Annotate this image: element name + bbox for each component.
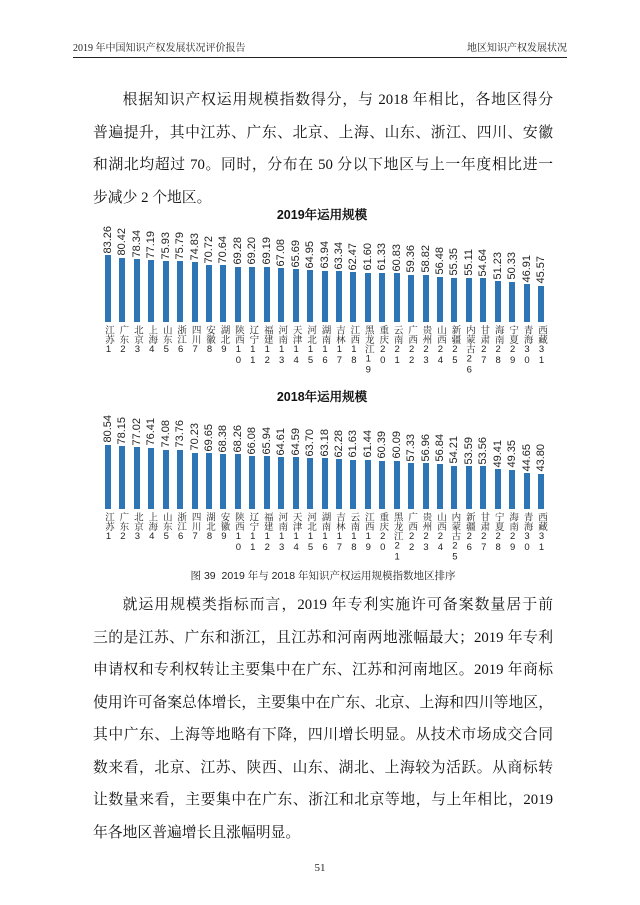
figure-caption: 图 39 2019 年与 2018 年知识产权运用规模指数地区排序 <box>190 570 456 582</box>
category-label: 宁夏28 <box>492 512 504 553</box>
category-label: 天津14 <box>290 512 302 553</box>
bar <box>235 267 241 322</box>
bar <box>163 261 169 322</box>
bar-value-label: 53.56 <box>477 436 490 465</box>
category-label: 福建12 <box>261 325 273 366</box>
category-label: 湖北9 <box>218 325 230 355</box>
bar <box>264 267 270 322</box>
category-label: 河北15 <box>305 325 317 366</box>
bar <box>495 281 501 322</box>
bar <box>365 273 371 322</box>
bar-value-label: 74.08 <box>159 420 172 448</box>
bar <box>278 457 284 509</box>
category-label: 重庆20 <box>377 512 389 553</box>
bar-value-label: 69.20 <box>246 237 259 265</box>
bar-value-label: 64.95 <box>304 240 317 269</box>
category-label: 黑龙江19 <box>362 325 374 376</box>
bar <box>408 463 414 509</box>
bar <box>524 284 530 322</box>
category-label: 内蒙古25 <box>449 512 461 563</box>
bar <box>206 453 212 509</box>
category-label: 黑龙江21 <box>391 512 403 563</box>
category-label: 湖南16 <box>319 325 331 366</box>
category-label: 山西24 <box>434 512 446 553</box>
bar <box>394 273 400 322</box>
category-label: 湖南16 <box>319 512 331 553</box>
category-label: 甘肃27 <box>478 512 490 553</box>
category-label: 安徽8 <box>204 325 216 355</box>
bar <box>423 275 429 322</box>
paragraph-line: 数来看，北京、江苏、陕西、山东、湖北、上海较为活跃。从商标转 <box>93 759 553 776</box>
bar-value-label: 78.15 <box>116 416 129 445</box>
paragraph-line: 使用许可备案总体增长，主要集中在广东、北京、上海和四川等地区， <box>93 694 553 711</box>
bar-value-label: 60.09 <box>390 431 403 459</box>
bar <box>177 450 183 509</box>
bar <box>509 470 515 509</box>
category-label: 陕西10 <box>232 325 244 366</box>
category-label: 河南13 <box>276 512 288 553</box>
bar-value-label: 61.63 <box>347 430 360 458</box>
page-header <box>73 41 567 57</box>
bar <box>307 270 313 322</box>
bar-value-label: 63.94 <box>318 241 331 269</box>
bar <box>192 262 198 322</box>
category-label: 浙江6 <box>175 325 187 355</box>
bar-value-label: 60.39 <box>376 431 389 459</box>
category-label: 山东5 <box>160 512 172 542</box>
category-label: 江西19 <box>362 512 374 553</box>
category-label: 上海4 <box>146 512 158 542</box>
category-label: 安徽9 <box>218 512 230 542</box>
bar-value-label: 50.33 <box>506 252 519 280</box>
bar-value-label: 61.60 <box>361 243 374 271</box>
bar-value-label: 65.94 <box>260 426 273 455</box>
bar <box>466 466 472 509</box>
bar <box>538 474 544 509</box>
bar <box>293 269 299 322</box>
bar <box>423 463 429 509</box>
bar <box>379 273 385 322</box>
category-label: 上海4 <box>146 325 158 355</box>
category-label: 新疆26 <box>463 512 475 553</box>
bar <box>134 259 140 322</box>
paragraph-line: 步减少 2 个地区。 <box>93 189 212 206</box>
page-number: 51 <box>314 862 326 874</box>
bar <box>119 258 125 322</box>
bar <box>119 446 125 509</box>
section-title: 地区知识产权发展状况 <box>467 43 567 54</box>
bar-value-label: 69.65 <box>203 423 216 452</box>
category-label: 江苏1 <box>103 512 114 542</box>
category-label: 山西24 <box>434 325 446 366</box>
bar-value-label: 55.35 <box>448 248 461 276</box>
paragraph-line: 三的是江苏、广东和浙江，且江苏和河南两地涨幅最大；2019 年专利 <box>93 629 553 646</box>
bar <box>480 466 486 509</box>
bar-value-label: 70.64 <box>217 235 230 264</box>
bar-value-label: 69.28 <box>231 237 244 265</box>
bar <box>192 453 198 509</box>
bar-value-label: 67.08 <box>275 238 288 267</box>
chart-title: 2019年运用规模 <box>276 208 368 222</box>
bar <box>322 458 328 509</box>
bar-value-label: 53.59 <box>462 436 475 465</box>
bar-value-label: 66.08 <box>246 426 259 455</box>
category-label: 江苏1 <box>103 325 114 355</box>
bar-value-label: 56.84 <box>433 434 446 462</box>
bar <box>379 461 385 509</box>
bar-value-label: 51.23 <box>491 251 504 280</box>
bar-value-label: 46.91 <box>520 254 533 283</box>
bar-value-label: 54.64 <box>477 248 490 277</box>
bar <box>451 466 457 509</box>
category-label: 云南18 <box>348 512 360 553</box>
bar <box>278 268 284 322</box>
paragraph-line: 申请权和专利权转让主要集中在广东、江苏和河南地区。2019 年商标 <box>93 662 553 678</box>
category-label: 山东5 <box>160 325 172 355</box>
bar-value-label: 68.26 <box>231 424 244 453</box>
bar-value-label: 75.93 <box>159 231 172 260</box>
bar-value-label: 56.96 <box>419 433 432 462</box>
bar <box>322 271 328 322</box>
bar <box>293 457 299 509</box>
bar <box>408 275 414 322</box>
body-paragraph <box>93 589 553 849</box>
bar <box>350 272 356 322</box>
category-label: 广西22 <box>406 512 418 553</box>
category-label: 甘肃27 <box>478 325 490 366</box>
category-label: 吉林17 <box>333 325 345 366</box>
bar-value-label: 57.33 <box>405 433 418 462</box>
bar <box>524 473 530 509</box>
bar-value-label: 80.54 <box>102 415 114 443</box>
bar <box>307 458 313 509</box>
category-label: 青海30 <box>521 325 533 366</box>
bar-value-label: 63.18 <box>318 428 331 457</box>
report-title: 2019 年中国知识产权发展状况评价报告 <box>73 43 246 54</box>
bar <box>148 448 154 509</box>
bar <box>480 278 486 322</box>
category-label: 浙江6 <box>175 512 187 542</box>
bar <box>394 461 400 509</box>
paragraph-line: 就运用规模类指标而言，2019 年专利实施许可备案数量居于前 <box>122 597 553 613</box>
paragraph-line: 普遍提升，其中江苏、广东、北京、上海、山东、浙江、四川、安徽 <box>93 124 553 141</box>
bar-value-label: 54.21 <box>448 436 461 464</box>
bar-value-label: 60.83 <box>390 243 403 272</box>
bar-value-label: 43.80 <box>535 444 547 472</box>
category-label: 重庆20 <box>377 325 389 366</box>
category-label: 海南28 <box>492 325 504 366</box>
bar <box>495 469 501 509</box>
bar-value-label: 44.65 <box>520 443 533 472</box>
bar <box>437 464 443 509</box>
bar <box>509 282 515 322</box>
bar-value-label: 62.47 <box>347 242 360 271</box>
bar-value-label: 58.82 <box>419 245 432 273</box>
category-label: 广西22 <box>406 325 418 366</box>
bar <box>538 286 544 322</box>
bar-value-label: 59.36 <box>405 244 418 273</box>
category-label: 河南13 <box>276 325 288 366</box>
bar-value-label: 74.83 <box>188 232 201 261</box>
bar-value-label: 56.48 <box>433 247 446 275</box>
category-label: 贵州23 <box>420 325 432 366</box>
category-label: 辽宁11 <box>247 512 259 553</box>
bar-value-label: 76.41 <box>145 418 158 446</box>
bar <box>177 261 183 322</box>
paragraph-line: 让数量来看，主要集中在广东、浙江和北京等地，与上年相比，2019 <box>93 792 553 808</box>
header-rule <box>73 57 567 58</box>
category-label: 河北15 <box>305 512 317 553</box>
bar-value-label: 63.70 <box>304 428 317 457</box>
category-label: 新疆25 <box>449 325 461 366</box>
bar <box>105 445 111 509</box>
bar-value-label: 78.34 <box>130 229 143 258</box>
bar <box>134 447 140 509</box>
category-label: 辽宁11 <box>247 325 259 366</box>
category-label: 天津14 <box>290 325 302 366</box>
category-label: 吉林17 <box>333 512 345 553</box>
category-label: 海南29 <box>507 512 519 553</box>
bar-value-label: 70.23 <box>188 423 201 451</box>
category-label: 四川7 <box>189 512 201 542</box>
bar-value-label: 49.35 <box>506 440 519 468</box>
bar <box>249 456 255 509</box>
bar-value-label: 80.42 <box>116 228 129 256</box>
bar <box>249 267 255 322</box>
category-label: 陕西10 <box>232 512 244 553</box>
bar-value-label: 61.33 <box>376 243 389 271</box>
bar <box>163 450 169 509</box>
bar-value-label: 70.72 <box>203 235 216 264</box>
category-label: 云南21 <box>391 325 403 366</box>
bar <box>220 454 226 509</box>
bar <box>466 278 472 322</box>
category-label: 北京3 <box>131 512 143 542</box>
bar-value-label: 64.61 <box>275 427 288 456</box>
bar-value-label: 65.69 <box>289 239 302 268</box>
category-label: 福建12 <box>261 512 273 553</box>
bar <box>220 265 226 322</box>
bar-value-label: 77.19 <box>145 230 158 259</box>
bar <box>264 456 270 509</box>
bar-value-label: 68.38 <box>217 424 230 453</box>
bar-chart-2018 <box>0 387 640 567</box>
bar <box>336 271 342 322</box>
bar <box>235 454 241 509</box>
paragraph-line: 年各地区普遍增长且涨幅明显。 <box>93 824 301 841</box>
bar-chart-2019 <box>0 205 640 380</box>
bar <box>336 459 342 509</box>
bar <box>148 260 154 322</box>
bar-value-label: 63.34 <box>332 241 345 270</box>
category-label: 广东2 <box>117 512 129 542</box>
bar-value-label: 83.26 <box>102 225 114 254</box>
category-label: 西藏31 <box>536 512 547 553</box>
paragraph-line: 根据知识产权运用规模指数得分，与 2018 年相比，各地区得分 <box>122 92 553 108</box>
category-label: 青海30 <box>521 512 533 553</box>
category-label: 西藏31 <box>536 325 547 366</box>
bar-value-label: 69.19 <box>260 237 273 265</box>
intro-paragraph <box>93 84 553 214</box>
bar <box>350 460 356 509</box>
bar-value-label: 61.44 <box>361 430 374 458</box>
category-label: 内蒙古26 <box>463 325 475 376</box>
category-label: 江西18 <box>348 325 360 366</box>
bar <box>365 460 371 509</box>
bar-value-label: 62.28 <box>332 429 345 458</box>
bar <box>206 265 212 322</box>
bar-value-label: 77.02 <box>130 417 143 446</box>
bar <box>105 255 111 322</box>
paragraph-line: 和湖北均超过 70。同时，分布在 50 分以下地区与上一年度相比进一 <box>93 157 553 173</box>
bar-value-label: 49.41 <box>491 439 504 468</box>
paragraph-line: 其中广东、上海等地略有下降，四川增长明显。从技术市场成交合同 <box>93 727 553 743</box>
category-label: 广东2 <box>117 325 129 355</box>
category-label: 湖北8 <box>204 512 216 542</box>
bar-value-label: 55.11 <box>462 249 475 276</box>
bar-value-label: 73.76 <box>174 420 187 448</box>
chart-title: 2018年运用规模 <box>276 390 368 404</box>
bar-value-label: 75.79 <box>174 231 187 260</box>
bar-value-label: 64.59 <box>289 427 302 456</box>
bar-value-label: 45.57 <box>535 256 547 284</box>
category-label: 北京3 <box>131 325 143 355</box>
category-label: 宁夏29 <box>507 325 519 366</box>
bar <box>437 277 443 322</box>
category-label: 贵州23 <box>420 512 432 553</box>
bar <box>451 278 457 322</box>
category-label: 四川7 <box>189 325 201 355</box>
